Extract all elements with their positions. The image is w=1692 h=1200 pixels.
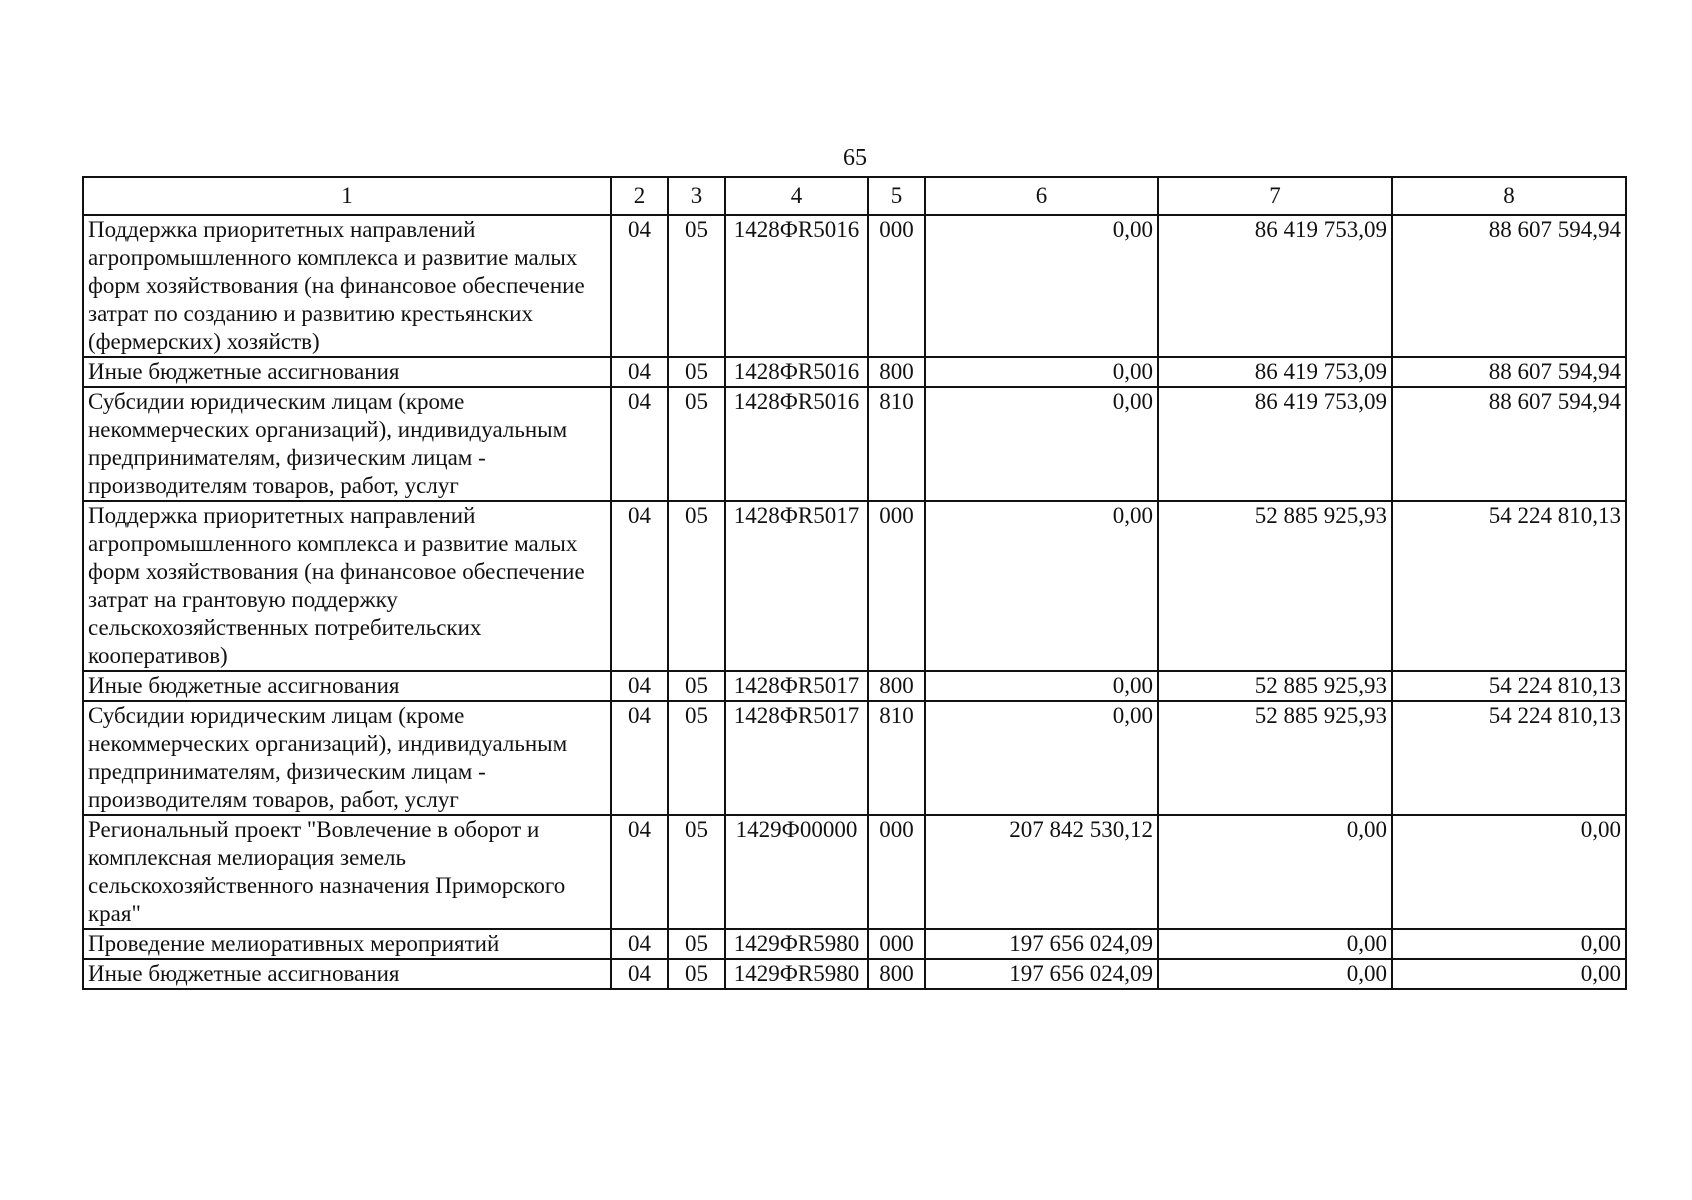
table-row (83, 815, 1626, 929)
section-code: 04 (611, 701, 668, 815)
row-name: Иные бюджетные ассигнования (83, 671, 611, 701)
expense-type-code: 800 (868, 671, 925, 701)
target-article-code: 1428ФR5017 (725, 671, 868, 701)
amount-col8: 88 607 594,94 (1392, 215, 1626, 357)
column-header: 8 (1392, 177, 1626, 215)
amount-col6: 197 656 024,09 (925, 929, 1158, 959)
expense-type-code: 810 (868, 387, 925, 501)
subsection-code: 05 (668, 357, 725, 387)
amount-col7: 86 419 753,09 (1158, 387, 1392, 501)
subsection-code: 05 (668, 959, 725, 989)
amount-col8: 54 224 810,13 (1392, 501, 1626, 671)
amount-col7: 52 885 925,93 (1158, 701, 1392, 815)
table-row (83, 387, 1626, 501)
subsection-code: 05 (668, 387, 725, 501)
amount-col8: 0,00 (1392, 929, 1626, 959)
section-code: 04 (611, 501, 668, 671)
expense-type-code: 000 (868, 815, 925, 929)
row-name: Поддержка приоритетных направлений агропромышленного комплекса и развитие малых форм хозяйствования (на финансовое обеспечение затрат на грантовую поддержку сельскохозяйственных потребительских кооперативов) (83, 501, 611, 671)
amount-col7: 86 419 753,09 (1158, 215, 1392, 357)
expense-type-code: 000 (868, 501, 925, 671)
subsection-code: 05 (668, 215, 725, 357)
row-name: Субсидии юридическим лицам (кроме некоммерческих организаций), индивидуальным предпринимателям, физическим лицам - производителям товаров, работ, услуг (83, 701, 611, 815)
row-name: Проведение мелиоративных мероприятий (83, 929, 611, 959)
amount-col6: 197 656 024,09 (925, 959, 1158, 989)
amount-col6: 0,00 (925, 701, 1158, 815)
section-code: 04 (611, 959, 668, 989)
expense-type-code: 810 (868, 701, 925, 815)
subsection-code: 05 (668, 815, 725, 929)
target-article-code: 1428ФR5017 (725, 701, 868, 815)
column-header: 4 (725, 177, 868, 215)
target-article-code: 1429ФR5980 (725, 929, 868, 959)
subsection-code: 05 (668, 501, 725, 671)
amount-col8: 54 224 810,13 (1392, 671, 1626, 701)
amount-col8: 88 607 594,94 (1392, 357, 1626, 387)
budget-table (82, 176, 1627, 990)
target-article-code: 1428ФR5017 (725, 501, 868, 671)
section-code: 04 (611, 357, 668, 387)
amount-col7: 86 419 753,09 (1158, 357, 1392, 387)
expense-type-code: 000 (868, 929, 925, 959)
amount-col7: 52 885 925,93 (1158, 671, 1392, 701)
target-article-code: 1429ФR5980 (725, 959, 868, 989)
page-number: 65 (843, 145, 867, 171)
section-code: 04 (611, 215, 668, 357)
section-code: 04 (611, 387, 668, 501)
expense-type-code: 000 (868, 215, 925, 357)
row-name: Иные бюджетные ассигнования (83, 959, 611, 989)
table-row (83, 357, 1626, 387)
table-row (83, 959, 1626, 989)
amount-col6: 0,00 (925, 357, 1158, 387)
subsection-code: 05 (668, 929, 725, 959)
table-row (83, 701, 1626, 815)
column-header: 3 (668, 177, 725, 215)
expense-type-code: 800 (868, 357, 925, 387)
column-header: 7 (1158, 177, 1392, 215)
amount-col7: 0,00 (1158, 815, 1392, 929)
amount-col6: 0,00 (925, 501, 1158, 671)
table-row (83, 215, 1626, 357)
row-name: Поддержка приоритетных направлений агропромышленного комплекса и развитие малых форм хозяйствования (на финансовое обеспечение затрат по созданию и развитию крестьянских (фермерских) хозяйств) (83, 215, 611, 357)
header-row (83, 177, 1626, 215)
amount-col7: 0,00 (1158, 959, 1392, 989)
target-article-code: 1428ФR5016 (725, 387, 868, 501)
amount-col6: 0,00 (925, 387, 1158, 501)
table-row (83, 929, 1626, 959)
table-row (83, 501, 1626, 671)
column-header: 5 (868, 177, 925, 215)
amount-col8: 88 607 594,94 (1392, 387, 1626, 501)
row-name: Субсидии юридическим лицам (кроме некоммерческих организаций), индивидуальным предпринимателям, физическим лицам - производителям товаров, работ, услуг (83, 387, 611, 501)
target-article-code: 1429Ф00000 (725, 815, 868, 929)
target-article-code: 1428ФR5016 (725, 357, 868, 387)
amount-col8: 0,00 (1392, 959, 1626, 989)
section-code: 04 (611, 815, 668, 929)
amount-col8: 54 224 810,13 (1392, 701, 1626, 815)
section-code: 04 (611, 671, 668, 701)
table-row (83, 671, 1626, 701)
row-name: Региональный проект "Вовлечение в оборот и комплексная мелиорация земель сельскохозяйственного назначения Приморского края" (83, 815, 611, 929)
column-header: 2 (611, 177, 668, 215)
row-name: Иные бюджетные ассигнования (83, 357, 611, 387)
amount-col6: 0,00 (925, 671, 1158, 701)
column-header: 6 (925, 177, 1158, 215)
target-article-code: 1428ФR5016 (725, 215, 868, 357)
amount-col8: 0,00 (1392, 815, 1626, 929)
subsection-code: 05 (668, 701, 725, 815)
expense-type-code: 800 (868, 959, 925, 989)
amount-col6: 207 842 530,12 (925, 815, 1158, 929)
column-header: 1 (83, 177, 611, 215)
amount-col7: 52 885 925,93 (1158, 501, 1392, 671)
section-code: 04 (611, 929, 668, 959)
amount-col6: 0,00 (925, 215, 1158, 357)
amount-col7: 0,00 (1158, 929, 1392, 959)
subsection-code: 05 (668, 671, 725, 701)
